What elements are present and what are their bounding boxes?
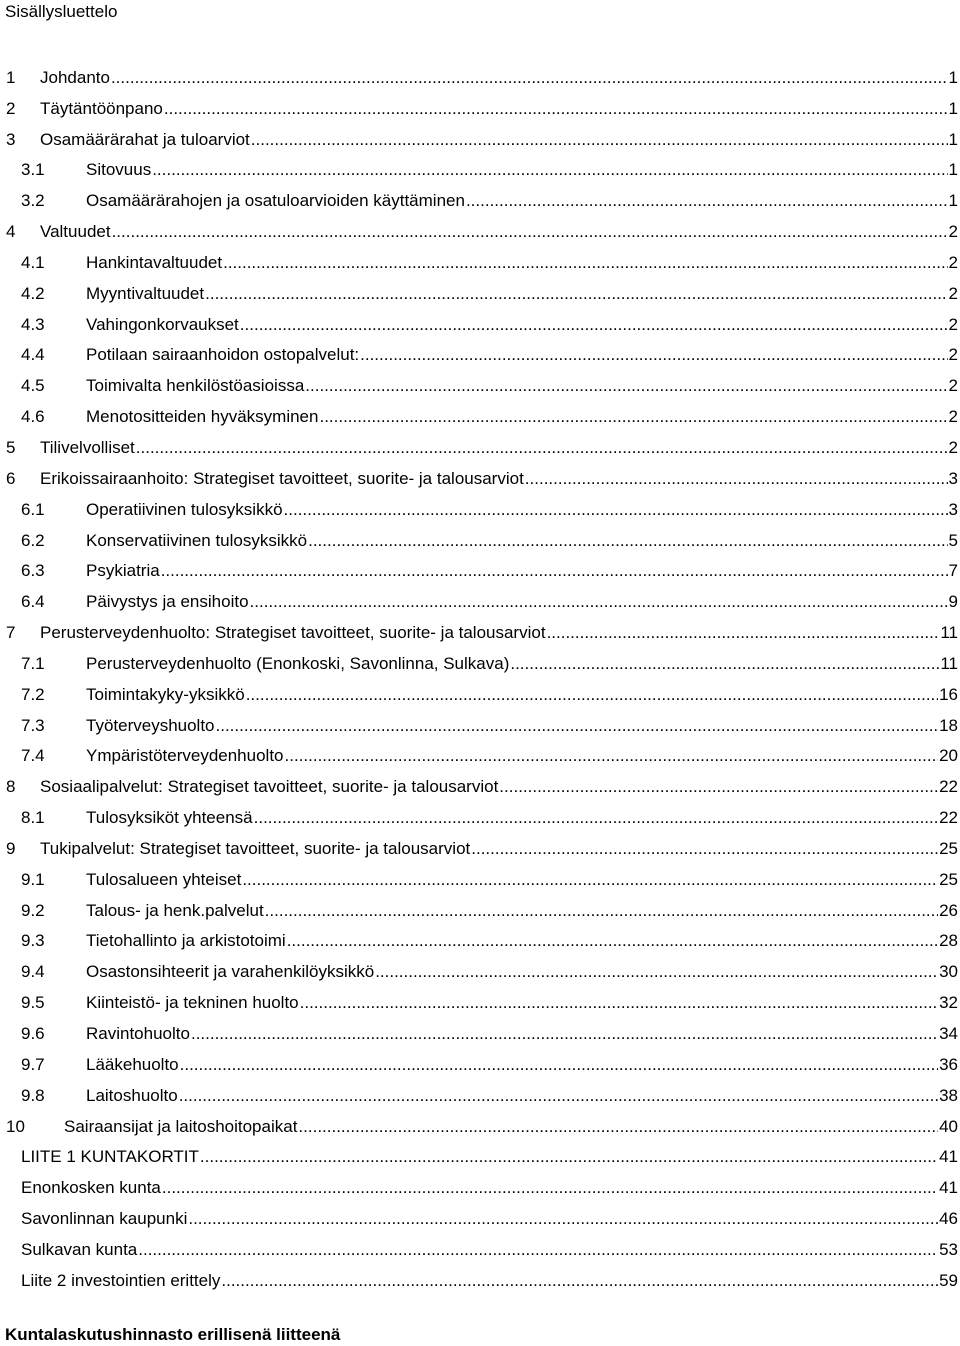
toc-dot-leader	[179, 1086, 938, 1106]
toc-entry[interactable]	[0, 862, 960, 893]
toc-entry[interactable]	[0, 523, 960, 554]
toc-dot-leader	[298, 1117, 938, 1137]
footer-note: Kuntalaskutushinnasto erillisenä liitteenä	[5, 1325, 341, 1344]
toc-dot-leader	[250, 592, 948, 612]
toc-entry-page: 2	[948, 345, 958, 365]
toc-entry-title: Osamäärärahat ja tuloarviot	[40, 129, 250, 149]
toc-entry-number: 4.4	[21, 345, 45, 365]
toc-entry-number: 7	[6, 623, 16, 643]
toc-entry-number: 4.1	[21, 252, 45, 272]
toc-entry-number: 9.7	[21, 1054, 45, 1074]
toc-entry-page: 2	[948, 222, 958, 242]
toc-entry[interactable]	[0, 1232, 960, 1263]
toc-entry[interactable]	[0, 769, 960, 800]
toc-entry[interactable]	[0, 924, 960, 955]
toc-dot-leader	[216, 716, 939, 736]
toc-entry-page: 41	[939, 1147, 958, 1167]
toc-entry[interactable]	[0, 554, 960, 585]
toc-entry-number: 6.3	[21, 561, 45, 581]
toc-entry-number: 6.1	[21, 499, 45, 519]
toc-entry-number: 4.6	[21, 407, 45, 427]
toc-entry[interactable]	[0, 338, 960, 369]
toc-entry-page: 2	[948, 376, 958, 396]
toc-entry-page: 18	[939, 715, 958, 735]
toc-entry[interactable]	[0, 677, 960, 708]
toc-entry-page: 5	[948, 530, 958, 550]
toc-entry-number: 1	[6, 67, 16, 87]
toc-dot-leader	[525, 469, 948, 489]
toc-entry[interactable]	[0, 584, 960, 615]
toc-entry-page: 38	[939, 1085, 958, 1105]
toc-entry-page: 53	[939, 1239, 958, 1259]
toc-entry[interactable]	[0, 1078, 960, 1109]
toc-entry[interactable]	[0, 461, 960, 492]
toc-entry-page: 16	[939, 684, 958, 704]
toc-entry-title: Täytäntöönpano	[40, 98, 163, 118]
toc-entry[interactable]	[0, 1140, 960, 1171]
toc-entry-title: Laitoshuolto	[86, 1085, 178, 1105]
toc-dot-leader	[375, 962, 938, 982]
toc-entry-title: Lääkehuolto	[86, 1054, 179, 1074]
toc-entry[interactable]	[0, 183, 960, 214]
table-of-contents	[0, 60, 960, 1294]
toc-entry-number: 9.4	[21, 962, 45, 982]
toc-entry-title: Johdanto	[40, 67, 110, 87]
toc-dot-leader	[112, 222, 948, 242]
toc-entry-title: Ympäristöterveydenhuolto	[86, 746, 284, 766]
toc-entry-page: 28	[939, 931, 958, 951]
toc-dot-leader	[223, 253, 947, 273]
toc-dot-leader	[240, 315, 948, 335]
toc-entry-page: 40	[939, 1116, 958, 1136]
toc-dot-leader	[164, 99, 948, 119]
toc-entry-page: 1	[948, 129, 958, 149]
toc-entry-page: 2	[948, 407, 958, 427]
toc-entry[interactable]	[0, 1109, 960, 1140]
toc-entry[interactable]	[0, 214, 960, 245]
toc-dot-leader	[499, 777, 938, 797]
toc-entry-number: 7.2	[21, 684, 45, 704]
toc-entry[interactable]	[0, 430, 960, 461]
toc-entry-page: 1	[948, 98, 958, 118]
toc-dot-leader	[308, 531, 947, 551]
toc-entry-title: Operatiivinen tulosyksikkö	[86, 499, 283, 519]
toc-entry-number: 6.2	[21, 530, 45, 550]
toc-entry[interactable]	[0, 831, 960, 862]
toc-entry-title: Tilivelvolliset	[40, 437, 135, 457]
toc-dot-leader	[466, 191, 948, 211]
toc-entry-page: 25	[939, 838, 958, 858]
toc-dot-leader	[305, 376, 947, 396]
toc-entry[interactable]	[0, 245, 960, 276]
toc-entry-number: 7.4	[21, 746, 45, 766]
toc-entry-page: 3	[948, 499, 958, 519]
toc-entry[interactable]	[0, 954, 960, 985]
toc-entry[interactable]	[0, 368, 960, 399]
toc-entry-title: Sitovuus	[86, 160, 152, 180]
toc-entry-title: Talous- ja henk.palvelut	[86, 900, 264, 920]
toc-entry[interactable]	[0, 122, 960, 153]
toc-entry-page: 1	[948, 67, 958, 87]
toc-entry-number: 3	[6, 129, 16, 149]
toc-entry-title: Osamäärärahojen ja osatuloarvioiden käyttäminen	[86, 191, 465, 211]
toc-entry-title: Savonlinnan kaupunki	[21, 1209, 188, 1229]
toc-entry-number: 9.8	[21, 1085, 45, 1105]
toc-dot-leader	[200, 1147, 938, 1167]
toc-entry-title: Toimintakyky-yksikkö	[86, 684, 245, 704]
toc-entry[interactable]	[0, 708, 960, 739]
toc-entry-page: 36	[939, 1054, 958, 1074]
toc-entry[interactable]	[0, 739, 960, 770]
toc-entry-title: Työterveyshuolto	[86, 715, 215, 735]
toc-entry-number: 4.3	[21, 314, 45, 334]
toc-dot-leader	[360, 345, 947, 365]
toc-entry-number: 6.4	[21, 592, 45, 612]
toc-entry[interactable]	[0, 615, 960, 646]
toc-entry-title: Ravintohuolto	[86, 1024, 190, 1043]
toc-entry-page: 1	[948, 191, 958, 211]
toc-entry-number: 9.5	[21, 993, 45, 1013]
toc-entry[interactable]	[0, 1170, 960, 1201]
toc-dot-leader	[152, 160, 947, 180]
toc-entry[interactable]	[0, 1047, 960, 1078]
toc-entry-page: 11	[940, 623, 958, 643]
toc-entry-page: 11	[940, 653, 958, 673]
toc-entry[interactable]	[0, 91, 960, 122]
toc-entry-number: 10	[6, 1116, 25, 1136]
toc-dot-leader	[138, 1240, 938, 1260]
toc-entry[interactable]	[0, 307, 960, 338]
toc-entry-title: Tulosalueen yhteiset	[86, 869, 242, 889]
toc-entry-number: 9.2	[21, 900, 45, 920]
toc-entry[interactable]	[0, 646, 960, 677]
toc-entry[interactable]	[0, 399, 960, 430]
toc-entry-number: 6	[6, 468, 16, 488]
toc-entry-number: 9.1	[21, 869, 45, 889]
toc-dot-leader	[251, 130, 948, 150]
toc-entry-page: 22	[939, 808, 958, 828]
toc-dot-leader	[161, 561, 948, 581]
toc-entry-title: LIITE 1 KUNTAKORTIT	[21, 1147, 199, 1167]
toc-entry-title: Menotositteiden hyväksyminen	[86, 407, 319, 427]
toc-entry-title: Sulkavan kunta	[21, 1239, 138, 1259]
toc-entry-page: 2	[948, 437, 958, 457]
toc-entry[interactable]	[0, 800, 960, 831]
toc-entry-page: 20	[939, 746, 958, 766]
toc-entry[interactable]	[0, 153, 960, 184]
toc-entry-number: 8	[6, 777, 16, 797]
toc-entry[interactable]	[0, 985, 960, 1016]
toc-entry-title: Osastonsihteerit ja varahenkilöyksikkö	[86, 962, 375, 982]
toc-dot-leader	[162, 1178, 938, 1198]
toc-entry-title: Konservatiivinen tulosyksikkö	[86, 530, 308, 550]
toc-entry-page: 2	[948, 283, 958, 303]
toc-entry-number: 4.5	[21, 376, 45, 396]
toc-entry-page: 3	[948, 468, 958, 488]
toc-entry-page: 25	[939, 869, 958, 889]
toc-dot-leader	[221, 1271, 938, 1291]
toc-entry-title: Enonkosken kunta	[21, 1178, 161, 1198]
toc-entry-number: 9.3	[21, 931, 45, 951]
toc-entry-title: Kiinteistö- ja tekninen huolto	[86, 993, 299, 1013]
toc-entry-title: Tulosyksiköt yhteensä	[86, 808, 253, 828]
toc-dot-leader	[136, 438, 948, 458]
toc-dot-leader	[246, 685, 938, 705]
toc-entry-page: 59	[939, 1270, 958, 1290]
toc-entry-page: 41	[939, 1178, 958, 1198]
toc-dot-leader	[287, 931, 938, 951]
toc-entry-title: Vahingonkorvaukset	[86, 314, 239, 334]
toc-dot-leader	[111, 68, 948, 88]
toc-entry-title: Myyntivaltuudet	[86, 283, 205, 303]
toc-entry-number: 7.3	[21, 715, 45, 735]
toc-entry-page: 9	[948, 592, 958, 612]
toc-dot-leader	[242, 870, 938, 890]
toc-entry-page: 2	[948, 314, 958, 334]
toc-dot-leader	[319, 407, 947, 427]
toc-dot-leader	[471, 839, 938, 859]
toc-entry-page: 22	[939, 777, 958, 797]
toc-entry-number: 5	[6, 437, 16, 457]
toc-entry[interactable]	[0, 1263, 960, 1294]
toc-dot-leader	[191, 1024, 938, 1044]
toc-entry-title: Toimivalta henkilöstöasioissa	[86, 376, 305, 396]
toc-entry-title: Sosiaalipalvelut: Strategiset tavoitteet, suorite- ja talousarviot	[40, 777, 499, 797]
toc-entry-page: 46	[939, 1209, 958, 1229]
toc-entry-number: 9	[6, 838, 16, 858]
toc-entry[interactable]	[0, 1016, 960, 1047]
toc-dot-leader	[254, 808, 938, 828]
toc-entry-number: 3.2	[21, 191, 45, 211]
toc-entry-number: 4.2	[21, 283, 45, 303]
toc-entry[interactable]	[0, 893, 960, 924]
toc-entry-title: Valtuudet	[40, 222, 111, 242]
toc-entry-title: Perusterveydenhuolto: Strategiset tavoitteet, suorite- ja talousarviot	[40, 623, 546, 643]
page-title: Sisällysluettelo	[5, 2, 118, 21]
toc-entry[interactable]	[0, 492, 960, 523]
toc-entry-title: Hankintavaltuudet	[86, 252, 223, 272]
toc-entry-page: 1	[948, 160, 958, 180]
toc-entry-title: Liite 2 investointien erittely	[21, 1270, 221, 1290]
toc-entry-title: Päivystys ja ensihoito	[86, 592, 249, 612]
toc-dot-leader	[300, 993, 938, 1013]
toc-entry-page: 30	[939, 962, 958, 982]
toc-dot-leader	[547, 623, 940, 643]
toc-entry[interactable]	[0, 276, 960, 307]
toc-dot-leader	[285, 746, 939, 766]
toc-entry-number: 3.1	[21, 160, 45, 180]
toc-entry-number: 8.1	[21, 808, 45, 828]
toc-entry-page: 34	[939, 1024, 958, 1043]
toc-entry-title: Perusterveydenhuolto (Enonkoski, Savonlinna, Sulkava)	[86, 653, 510, 673]
toc-entry-title: Sairaansijat ja laitoshoitopaikat	[64, 1116, 298, 1136]
toc-entry-page: 26	[939, 900, 958, 920]
toc-entry-number: 2	[6, 98, 16, 118]
toc-entry-title: Potilaan sairaanhoidon ostopalvelut:	[86, 345, 360, 365]
toc-entry-title: Psykiatria	[86, 561, 160, 581]
toc-dot-leader	[265, 901, 938, 921]
toc-entry-number: 7.1	[21, 653, 45, 673]
toc-entry-page: 2	[948, 252, 958, 272]
toc-entry-number: 9.6	[21, 1024, 45, 1043]
toc-entry-page: 7	[948, 561, 958, 581]
toc-dot-leader	[205, 284, 947, 304]
toc-entry[interactable]	[0, 1201, 960, 1232]
toc-entry-title: Tietohallinto ja arkistotoimi	[86, 931, 286, 951]
toc-dot-leader	[180, 1055, 938, 1075]
toc-entry-title: Erikoissairaanhoito: Strategiset tavoitteet, suorite- ja talousarviot	[40, 468, 524, 488]
toc-entry-title: Tukipalvelut: Strategiset tavoitteet, suorite- ja talousarviot	[40, 838, 471, 858]
toc-entry-number: 4	[6, 222, 16, 242]
toc-entry-page: 32	[939, 993, 958, 1013]
toc-entry[interactable]	[0, 60, 960, 91]
toc-dot-leader	[284, 500, 948, 520]
toc-dot-leader	[188, 1209, 938, 1229]
toc-dot-leader	[510, 654, 939, 674]
